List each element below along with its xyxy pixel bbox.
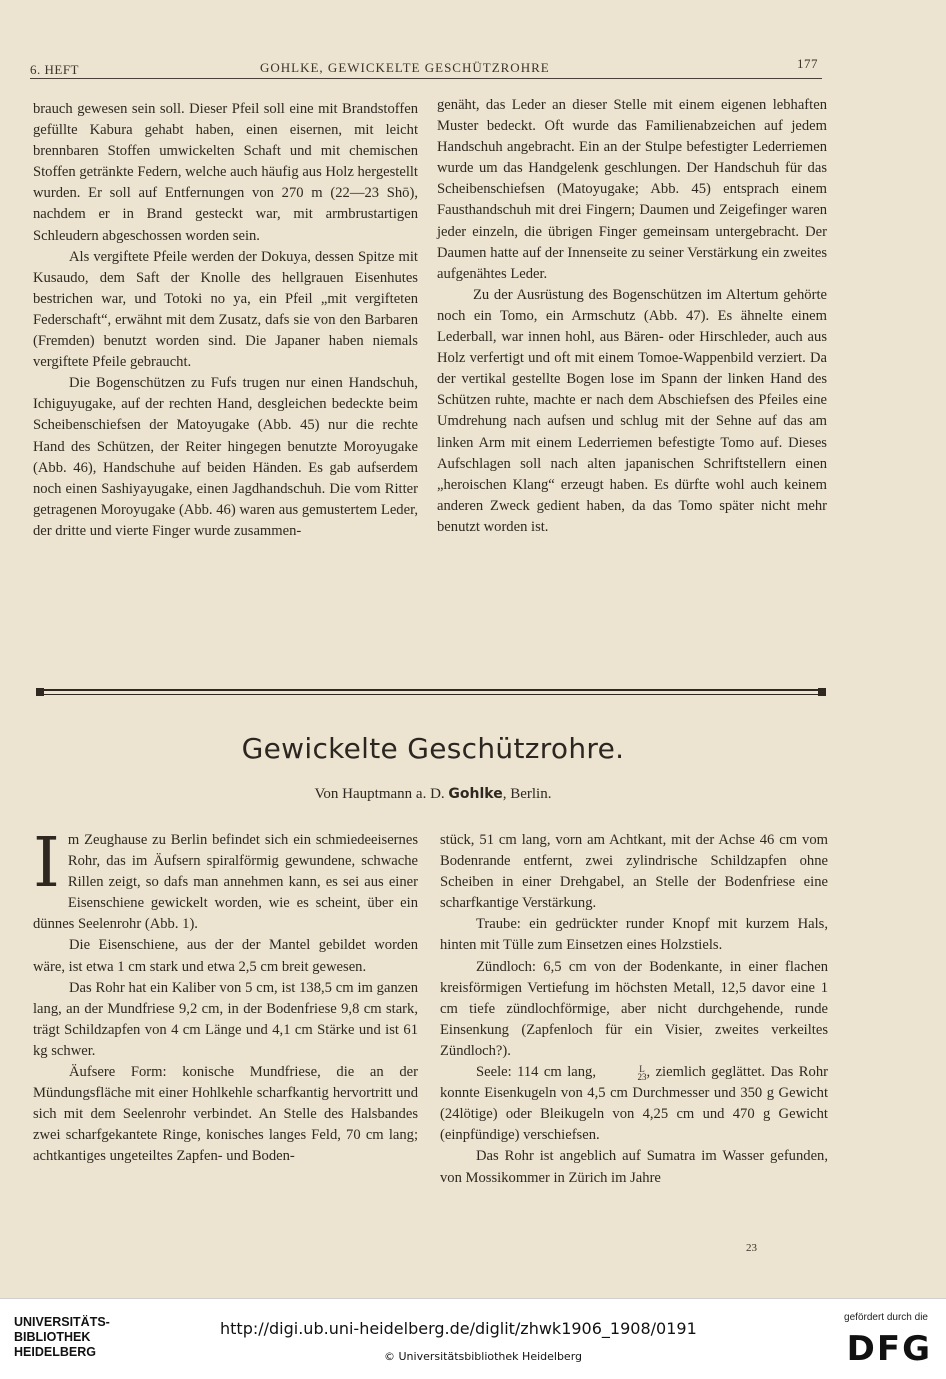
paragraph: Äufsere Form: konische Mundfriese, die an der Mündungsfläche mit einer Hohlkehle scharfkantig hervortritt und sich mit dem Seelenrohr verbindet. An Stelle des Halsbandes zwei scharfgekantete Ringe, konisches langes Feld, 70 cm lang; achtkantiges ungeteiltes Zapfen- und Boden- (33, 1064, 418, 1165)
column-4 (440, 830, 828, 1189)
divider-end-square (36, 688, 44, 696)
library-line: HEIDELBERG (14, 1345, 96, 1359)
divider-end-square (818, 688, 826, 696)
drop-cap: I (33, 824, 60, 903)
paragraph: brauch gewesen sein soll. Dieser Pfeil soll eine mit Brandstoffen gefüllte Kabura gehabt haben, einen eisernen, mit leicht brennbaren Stoffen umwickelten Schaft und mit chemischen Stoffen getränkte Federn, welche auch häufig aus Holz hergestellt wurden. Er soll auf Entfernungen von 270 m (22—23 Shō), nachdem er in Brand gesteckt war, mit armbrustartigen Schleudern abgeschossen worden sein. (33, 101, 418, 244)
byline-suffix: , Berlin. (502, 786, 552, 802)
funding-note: gefördert durch die (844, 1312, 928, 1323)
text-run: , ziemlich geglättet. Das Rohr konnte Eisenkugeln von 4,5 cm Durchmesser und 350 g Gewicht (24lötige) oder Bleikugeln von 4,25 cm und 470 g Gewicht (einpfündige) verschiefsen. (440, 1064, 828, 1144)
paragraph: Die Eisenschiene, aus der der Mantel gebildet worden wäre, ist etwa 1 cm stark und etwa 2,5 cm breit gewesen. (33, 937, 418, 975)
article-title: Gewickelte Geschützrohre. (241, 732, 625, 765)
viewer-footer (0, 1298, 946, 1379)
lead-text: m Zeughause zu Berlin befindet sich ein schmiedeeisernes Rohr, das im Äufsern spiralförmig gewundene, schwache Rillen zeigt, so dafs man annehmen kann, es sei aus einer Eisenschiene gewickelt worden, wie es scheint, über ein dünnes Seelenrohr (Abb. 1). (33, 832, 418, 933)
paragraph: stück, 51 cm lang, vorn am Achtkant, mit der Achse 46 cm vom Bodenrande entfernt, zwei zylindrische Schildzapfen ohne Scheiben in einer Drehgabel, an Stelle der Bodenfriese eine scharfkantige Verstärkung. (440, 832, 828, 912)
paragraph (440, 1062, 828, 1146)
issue-label: 6. HEFT (30, 62, 79, 77)
paragraph: Als vergiftete Pfeile werden der Dokuya, dessen Spitze mit Kusaudo, dem Saft der Knolle des hellgrauen Eisenhutes bestrichen war, und Totoki no ya, ein Pfeil „mit vergifteten Federschaft“, erwähnt mit dem Zusatz, dafs sie von den Barbaren (Fremden) benutzt worden sind. Die Japaner haben niemals vergiftete Pfeile gebraucht. (33, 248, 418, 371)
column-3 (33, 824, 418, 1168)
dfg-logo[interactable]: DFG (846, 1329, 932, 1369)
divider-thin-line (44, 694, 818, 695)
lead-paragraph (33, 824, 418, 935)
paragraph: Die Bogenschützen zu Fufs trugen nur einen Handschuh, Ichiguyugake, auf der rechten Hand, desgleichen bedeckte beim Scheibenschiefsen der Matoyugake (Abb. 45) nur die rechte Hand des Schützen, der Reiter hingegen benutzte Moroyugake (Abb. 46), Handschuhe auf beiden Händen. Es gab aufserdem noch einen Sashiyayugake, einen Jagdhandschuh. Die vom Ritter getragenen Moroyugake (Abb. 46) waren aus gemustertem Leder, der dritte und vierte Finger wurde zusammen- (33, 375, 418, 539)
paragraph: Zündloch: 6,5 cm von der Bodenkante, in einer flachen kreisförmigen Vertiefung im höchsten Metall, 12,5 davor eine 1 cm tiefe zündlochförmige, aber nicht durchgehende, runde Einsenkung (Zapfenloch für ein Visier, zweites verkeiltes Zündloch?). (440, 958, 828, 1059)
library-line: UNIVERSITÄTS- (14, 1315, 110, 1329)
paragraph: Traube: ein gedrückter runder Knopf mit kurzem Hals, hinten mit Tülle zum Einsetzen eines Holzstiels. (440, 916, 828, 954)
byline (0, 786, 866, 803)
permalink-url[interactable]: http://digi.ub.uni-heidelberg.de/diglit/zhwk1906_1908/0191 (220, 1319, 697, 1338)
sheet-number: 23 (746, 1242, 757, 1254)
divider-thick-line (44, 689, 818, 691)
library-line: BIBLIOTHEK (14, 1330, 91, 1344)
text-run: Seele: 114 cm lang, (476, 1064, 596, 1081)
running-title: GOHLKE, GEWICKELTE GESCHÜTZROHRE (260, 60, 550, 75)
paragraph: Das Rohr ist angeblich auf Sumatra im Wasser gefunden, von Mossikommer in Zürich im Jahre (440, 1148, 828, 1186)
page-number: 177 (797, 56, 818, 71)
paragraph: genäht, das Leder an dieser Stelle mit einem eigenen lebhaften Muster bedeckt. Oft wurde das Familienabzeichen auf jedem Handschuh angebracht. Ein an der Stulpe befestigter Lederriemen wurde um das Handgelenk geschlungen. Der Handschuh für das Scheibenschiefsen (Matoyugake; Abb. 45) entsprach einem Fausthandschuh mit drei Fingern; Daumen und Zeigefinger waren jeder einzeln, die übrigen Finger gemeinsam untergebracht. Der Daumen hatte auf der Innenseite zu seiner Verstärkung ein zweites aufgenähtes Leder. (437, 97, 827, 282)
column-2 (437, 95, 827, 538)
column-1 (33, 99, 418, 542)
header-rule (30, 78, 822, 79)
paragraph: Zu der Ausrüstung des Bogenschützen im Altertum gehörte noch ein Tomo, ein Armschutz (Abb. 47). Es ähnelte einem Lederball, war innen hohl, aus Bären- oder Hirschleder, auch aus Holz verfertigt und oft mit einem Tomoe-Wappenbild verziert. Da der vertikal gestellte Bogen lose im Spann der linken Hand des Schützen ruhte, machte er nach dem Abschiefsen des Pfeiles eine Umdrehung nach aufsen und schlug mit der Sehne auf das am linken Arm mit einem Lederriemen befestigte Tomo auf. Dieses Aufschlagen soll nach alten japanischen Schriftstellern einen „heroischen Klang“ erzeugt haben. Es dürfte wohl auch keinem anderen Zweck gedient haben, da das Tomo später nicht mehr benutzt worden ist. (437, 286, 827, 535)
fraction-numerator: L (639, 1064, 645, 1075)
running-header (30, 58, 822, 78)
paragraph: Das Rohr hat ein Kaliber von 5 cm, ist 138,5 cm im ganzen lang, an der Mundfriese 9,2 cm, in der Bodenfriese 9,8 cm stark, trägt Schildzapfen von 4 cm Länge und 4,1 cm Stärke und ist 61 kg schwer. (33, 979, 418, 1059)
author-name: Gohlke (448, 786, 503, 802)
fraction-denominator: 23 (637, 1072, 647, 1083)
fraction (601, 1065, 646, 1081)
byline-prefix: Von Hauptmann a. D. (314, 786, 445, 802)
copyright-notice: © Universitätsbibliothek Heidelberg (384, 1350, 583, 1363)
section-divider (36, 687, 826, 699)
library-logo[interactable] (14, 1315, 110, 1360)
